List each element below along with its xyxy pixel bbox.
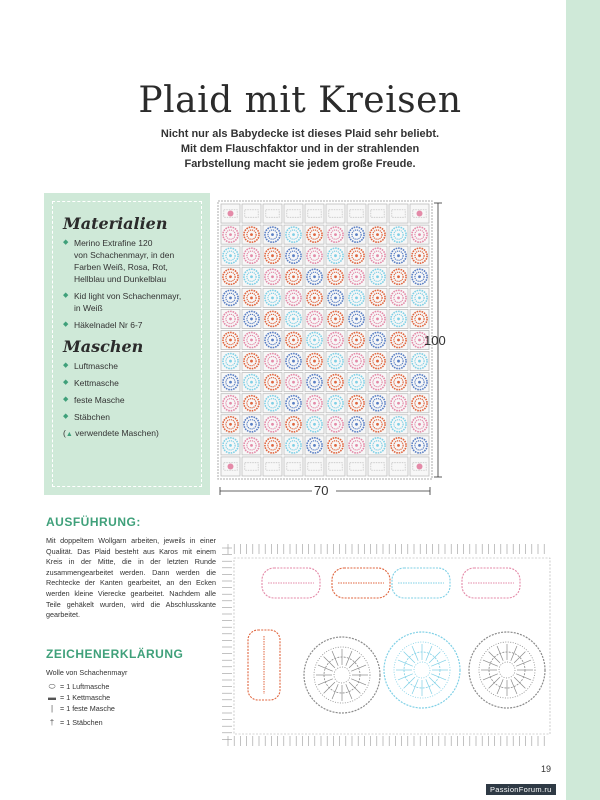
plaid-circle-center <box>250 254 253 257</box>
plaid-circle-center <box>271 296 274 299</box>
plaid-circle-center <box>292 339 295 342</box>
plaid-circle-center <box>355 402 358 405</box>
plaid-circle-center <box>250 233 253 236</box>
double-crochet-icon: † <box>49 717 55 727</box>
plaid-circle-center <box>418 360 421 363</box>
legend-subheading: Wolle von Schachenmayr <box>46 668 128 677</box>
note-paren: ( <box>63 428 66 438</box>
plaid-circle-center <box>376 402 379 405</box>
plaid-corner-motif <box>417 463 423 469</box>
chart-circle-spoke <box>489 677 500 688</box>
legend-row <box>46 703 127 714</box>
plaid-circle-center <box>418 402 421 405</box>
stitch-item-label: feste Masche <box>74 395 125 405</box>
plaid-circle-center <box>229 381 232 384</box>
plaid-circle-center <box>397 233 400 236</box>
plaid-circle-center <box>313 233 316 236</box>
materials-list <box>63 237 193 331</box>
materials-item <box>63 237 193 285</box>
plaid-circle-center <box>271 402 274 405</box>
plaid-circle-center <box>397 318 400 321</box>
legend-row <box>46 681 127 692</box>
plaid-circle-center <box>397 402 400 405</box>
chart-circle-spoke <box>324 682 335 693</box>
chart-circle-spoke <box>346 684 352 699</box>
page-title: Plaid mit Kreisen <box>138 80 462 121</box>
plaid-circle-center <box>229 339 232 342</box>
legend-row <box>46 714 127 730</box>
plaid-circle-center <box>355 254 358 257</box>
stitch-item-label: Kettmasche <box>74 378 119 388</box>
instructions-text: Mit doppeltem Wollgarn arbeiten, jeweils in einer Qualität. Das Plaid besteht aus Karos mit einem Kreis in der Mitte, die in der letzten Runde zusammengearbeitet werden. Dann werden die Rechtecke der Kanten gearbeitet, an den Ecken werden kleine Vierecke gearbeitet. Nachdem alle Teile gehäkelt wurden, wird die Abschlusskante gearbeitet. <box>46 536 216 620</box>
plaid-circle-center <box>292 318 295 321</box>
note-text: verwendete Maschen) <box>75 428 159 438</box>
plaid-circle-center <box>313 402 316 405</box>
plaid-circle-center <box>355 318 358 321</box>
instructions-heading: AUSFÜHRUNG: <box>46 515 141 529</box>
plaid-circle-center <box>355 423 358 426</box>
materials-item-line: in Weiß <box>74 303 103 313</box>
chart-circle-ring <box>304 637 380 713</box>
chart-circle-spoke <box>497 646 503 661</box>
diamond-bullet-icon: ◆ <box>63 362 69 369</box>
plaid-circle-center <box>250 275 253 278</box>
triangle-icon: ▲ <box>65 431 73 438</box>
chart-circle-spoke <box>511 646 517 661</box>
plaid-circle-center <box>250 318 253 321</box>
plaid-circle-center <box>313 318 316 321</box>
materials-box <box>44 193 210 495</box>
chart-circle-spoke <box>349 682 360 693</box>
plaid-circle-center <box>418 233 421 236</box>
legend-label: = 1 Kettmasche <box>60 693 111 702</box>
plaid-circle-center <box>229 402 232 405</box>
chart-circle-spoke <box>404 652 415 663</box>
chart-circle-spoke <box>516 674 531 680</box>
plaid-circle-center <box>292 402 295 405</box>
plaid-circle-center <box>376 360 379 363</box>
plaid-circle-center <box>397 296 400 299</box>
plaid-circle-center <box>418 296 421 299</box>
chart-circle-spoke <box>431 674 446 680</box>
plaid-corner-motif <box>228 211 234 217</box>
chart-circle-spoke <box>426 679 432 694</box>
chart-circle-spoke <box>346 651 352 666</box>
materials-heading: Materialien <box>63 214 168 233</box>
plaid-circle-center <box>397 444 400 447</box>
plaid-circle-center <box>250 381 253 384</box>
chart-circle-spoke <box>497 679 503 694</box>
plaid-circle-center <box>355 275 358 278</box>
stitch-item-label: Luftmasche <box>74 361 118 371</box>
plaid-circle-center <box>397 339 400 342</box>
plaid-circle-center <box>229 360 232 363</box>
diamond-bullet-icon: ◆ <box>63 413 69 420</box>
plaid-circle-center <box>292 381 295 384</box>
plaid-circle-center <box>292 360 295 363</box>
plaid-corner-motif <box>228 463 234 469</box>
plaid-circle-center <box>334 423 337 426</box>
chain-stitch-icon: ⬭ <box>48 681 56 691</box>
intro-line: Mit dem Flauschfaktor und in der strahlenden <box>180 143 420 155</box>
chart-circle-spoke <box>514 652 525 663</box>
materials-item-line: von Schachenmayr, in den <box>74 250 175 260</box>
plaid-circle-center <box>397 423 400 426</box>
crochet-chart <box>222 540 552 750</box>
legend-label: = 1 Luftmasche <box>60 682 110 691</box>
chart-circle-spoke <box>398 660 413 666</box>
plaid-circle-center <box>292 233 295 236</box>
plaid-circle-center <box>355 296 358 299</box>
crochet-chart-layer <box>222 544 550 746</box>
chart-circle-ring <box>469 632 545 708</box>
plaid-circle-center <box>292 254 295 257</box>
plaid-circle-center <box>376 254 379 257</box>
plaid-circle-center <box>271 381 274 384</box>
chart-circle-spoke <box>332 684 338 699</box>
plaid-circle-center <box>250 360 253 363</box>
legend-row <box>46 692 127 703</box>
plaid-grid <box>218 201 432 479</box>
page-number: 19 <box>541 764 552 774</box>
plaid-circle-center <box>229 296 232 299</box>
plaid-circle-center <box>271 339 274 342</box>
plaid-circle-center <box>334 275 337 278</box>
chart-circle-spoke <box>516 660 531 666</box>
chart-circle-spoke <box>483 660 498 666</box>
materials-item-line: Häkelnadel Nr 6-7 <box>74 320 143 330</box>
plaid-circle-center <box>334 444 337 447</box>
materials-item-line: Kid light von Schachenmayr, <box>74 291 182 301</box>
plaid-circle-center <box>376 318 379 321</box>
intro-line: Nicht nur als Babydecke ist dieses Plaid sehr beliebt. <box>160 128 440 140</box>
intro-text <box>130 127 470 172</box>
plaid-circle-center <box>397 360 400 363</box>
plaid-circle-center <box>313 275 316 278</box>
chart-circle-spoke <box>412 679 418 694</box>
diamond-bullet-icon: ◆ <box>63 396 69 403</box>
plaid-circle-center <box>418 381 421 384</box>
plaid-circle-center <box>292 423 295 426</box>
chart-circle-spoke <box>429 652 440 663</box>
plaid-circle-center <box>229 254 232 257</box>
chart-circle-spoke <box>332 651 338 666</box>
chart-circle-ring <box>334 667 350 683</box>
plaid-circle-center <box>250 423 253 426</box>
stitches-note <box>63 428 193 438</box>
plaid-circle-center <box>418 444 421 447</box>
plaid-circle-center <box>334 254 337 257</box>
plaid-circle-center <box>313 381 316 384</box>
stitch-item <box>63 377 193 389</box>
plaid-circle-center <box>313 339 316 342</box>
stitch-item <box>63 360 193 372</box>
legend <box>46 668 127 730</box>
materials-item <box>63 290 193 314</box>
stitch-item-label: Stäbchen <box>74 412 110 422</box>
plaid-circle-center <box>250 444 253 447</box>
plaid-circle-center <box>229 423 232 426</box>
chart-circle-ring <box>384 632 460 708</box>
plaid-circle-center <box>397 381 400 384</box>
legend-label: = 1 Stäbchen <box>60 717 103 727</box>
plaid-circle-center <box>376 339 379 342</box>
materials-item-line: Merino Extrafine 120 <box>74 238 153 248</box>
chart-circle-spoke <box>351 665 366 671</box>
chart-circle-spoke <box>429 677 440 688</box>
plaid-circle-center <box>334 360 337 363</box>
chart-circle-spoke <box>514 677 525 688</box>
plaid-circle-center <box>418 423 421 426</box>
plaid-circle-center <box>376 381 379 384</box>
legend-heading: ZEICHENERKLÄRUNG <box>46 647 184 661</box>
plaid-circle-center <box>313 360 316 363</box>
plaid-circle-center <box>292 296 295 299</box>
plaid-circle-center <box>334 339 337 342</box>
chart-circle-spoke <box>489 652 500 663</box>
chart-circle-spoke <box>511 679 517 694</box>
plaid-circle-center <box>313 254 316 257</box>
plaid-circle-center <box>229 233 232 236</box>
plaid-circle-center <box>334 296 337 299</box>
chart-circle-spoke <box>324 657 335 668</box>
single-crochet-icon: | <box>50 704 54 713</box>
plaid-circle-center <box>271 233 274 236</box>
plaid-circle-center <box>418 254 421 257</box>
materials-item <box>63 319 193 331</box>
plaid-circle-center <box>334 233 337 236</box>
slip-stitch-icon: ▬ <box>48 693 56 702</box>
plaid-circle-center <box>271 444 274 447</box>
chart-circle-spoke <box>412 646 418 661</box>
plaid-circle-center <box>355 360 358 363</box>
plaid-circle-center <box>376 296 379 299</box>
plaid-circle-center <box>271 360 274 363</box>
chart-circle-spoke <box>349 657 360 668</box>
plaid-circle-center <box>292 444 295 447</box>
plaid-circle-center <box>376 233 379 236</box>
plaid-circle-center <box>355 233 358 236</box>
plaid-circle-center <box>313 444 316 447</box>
chart-circle-spoke <box>318 679 333 685</box>
height-label: 100 <box>424 333 446 348</box>
plaid-circle-center <box>271 423 274 426</box>
plaid-circle-center <box>397 275 400 278</box>
plaid-circle-center <box>397 254 400 257</box>
diamond-bullet-icon: ◆ <box>63 379 69 386</box>
chart-circle-spoke <box>318 665 333 671</box>
plaid-circle-center <box>334 381 337 384</box>
plaid-circle-center <box>376 423 379 426</box>
plaid-circle-center <box>250 402 253 405</box>
plaid-corner-motif <box>417 211 423 217</box>
plaid-circle-center <box>292 275 295 278</box>
plaid-circle-center <box>334 402 337 405</box>
plaid-circle-center <box>334 318 337 321</box>
plaid-circle-center <box>418 339 421 342</box>
plaid-circle-center <box>250 296 253 299</box>
plaid-circle-center <box>376 444 379 447</box>
width-label: 70 <box>314 483 329 498</box>
plaid-circle-center <box>418 318 421 321</box>
chart-circle-ring <box>414 662 430 678</box>
plaid-circle-center <box>271 318 274 321</box>
plaid-circle-center <box>229 318 232 321</box>
materials-item-line: Farben Weiß, Rosa, Rot, <box>74 262 168 272</box>
chart-circle-spoke <box>431 660 446 666</box>
diamond-bullet-icon: ◆ <box>63 292 69 299</box>
plaid-circle-center <box>271 254 274 257</box>
chart-circle-spoke <box>483 674 498 680</box>
stitch-item <box>63 394 193 406</box>
plaid-circle-center <box>271 275 274 278</box>
chart-circle-spoke <box>351 679 366 685</box>
plaid-circle-center <box>229 275 232 278</box>
chart-circle-spoke <box>398 674 413 680</box>
chart-circle-ring <box>499 662 515 678</box>
stitches-list <box>63 360 193 423</box>
intro-line: Farbstellung macht sie jedem große Freude. <box>184 158 416 170</box>
legend-label: = 1 feste Masche <box>60 704 115 713</box>
stitches-heading: Maschen <box>63 337 144 356</box>
plaid-circle-center <box>229 444 232 447</box>
plaid-diagram <box>214 195 454 505</box>
plaid-circle-center <box>355 381 358 384</box>
plaid-circle-center <box>250 339 253 342</box>
diamond-bullet-icon: ◆ <box>63 239 69 246</box>
plaid-circle-center <box>313 423 316 426</box>
stitch-item <box>63 411 193 423</box>
chart-circle-spoke <box>426 646 432 661</box>
plaid-circle-center <box>355 339 358 342</box>
diamond-bullet-icon: ◆ <box>63 321 69 328</box>
materials-inner <box>52 201 202 487</box>
plaid-circle-center <box>376 275 379 278</box>
watermark: PassionForum.ru <box>486 784 556 795</box>
plaid-circle-center <box>313 296 316 299</box>
plaid-circle-center <box>355 444 358 447</box>
materials-item-line: Hellblau und Dunkelblau <box>74 274 167 284</box>
chart-circle-spoke <box>404 677 415 688</box>
plaid-circle-center <box>418 275 421 278</box>
